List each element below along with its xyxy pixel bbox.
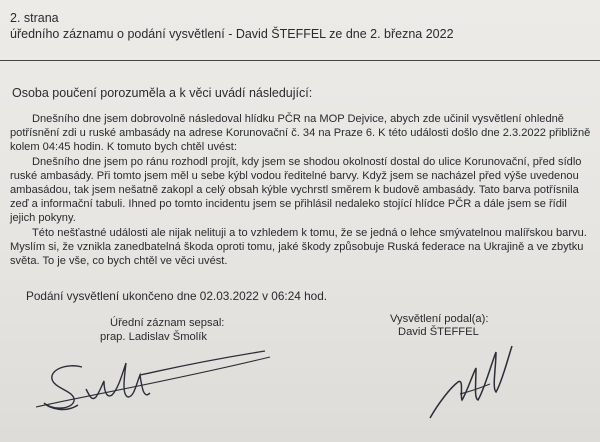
page-header (10, 10, 454, 42)
intro-statement: Osoba poučení porozuměla a k věci uvádí následující: (12, 86, 313, 100)
recorder-title: Úřední záznam sepsal: (110, 317, 225, 329)
witness-signature (420, 338, 530, 428)
document-title: úředního záznamu o podání vysvětlení - David ŠTEFFEL ze dne 2. března 2022 (10, 27, 454, 41)
header-divider (0, 60, 600, 61)
statement-body (10, 112, 594, 268)
recorder-name: prap. Ladislav Šmolík (100, 331, 207, 343)
closing-statement: Podání vysvětlení ukončeno dne 02.03.2022 v 06:24 hod. (26, 289, 328, 303)
page-number-label: 2. strana (10, 11, 59, 25)
statement-paragraph-1: Dnešního dne jsem dobrovolně následoval hlídku PČR na MOP Dejvice, abych zde učinil vysvětlení ohledně potřísnění zdi u ruské ambasády na adrese Korunovační č. 34 na Praze 6. K této události došlo dne 2.3.2022 přibližně kolem 04:45 hodin. K tomuto bych chtěl uvést: (10, 113, 591, 154)
recorder-signature (30, 345, 280, 415)
witness-title: Vysvětlení podal(a): (390, 313, 489, 325)
witness-name: David ŠTEFFEL (398, 326, 479, 338)
statement-paragraph-3: Této nešťastné události ale nijak nelituji a to vzhledem k tomu, že se jedná o lehce smývatelnou malířskou barvu. Myslím si, že vznikla zanedbatelná škoda oproti tomu, jaké škody způsobuje Ruská federace na Ukrajině a ve zbytku světa. To je vše, co bych chtěl ve věci uvést. (10, 226, 587, 268)
statement-paragraph-2: Dnešního dne jsem po ránu rozhodl projít, kdy jsem se shodou okolností dostal do ulice Korunovační, před sídlo ruské ambasády. Při tomto jsem měl u sebe kýbl vodou ředitelné barvy. Když jsem se nacházel před výše uvedenou ambasádou, tak jsem nešatně zakopl a celý obsah kýble vychrstl směrem k budově ambasády. Tato barva potřísnila zeď a informační tabuli. Ihned po tomto incidentu jsem se přihlásil nedaleko stojící hlídce PČR a dále jsem se řídil jejich pokyny. (10, 155, 582, 225)
